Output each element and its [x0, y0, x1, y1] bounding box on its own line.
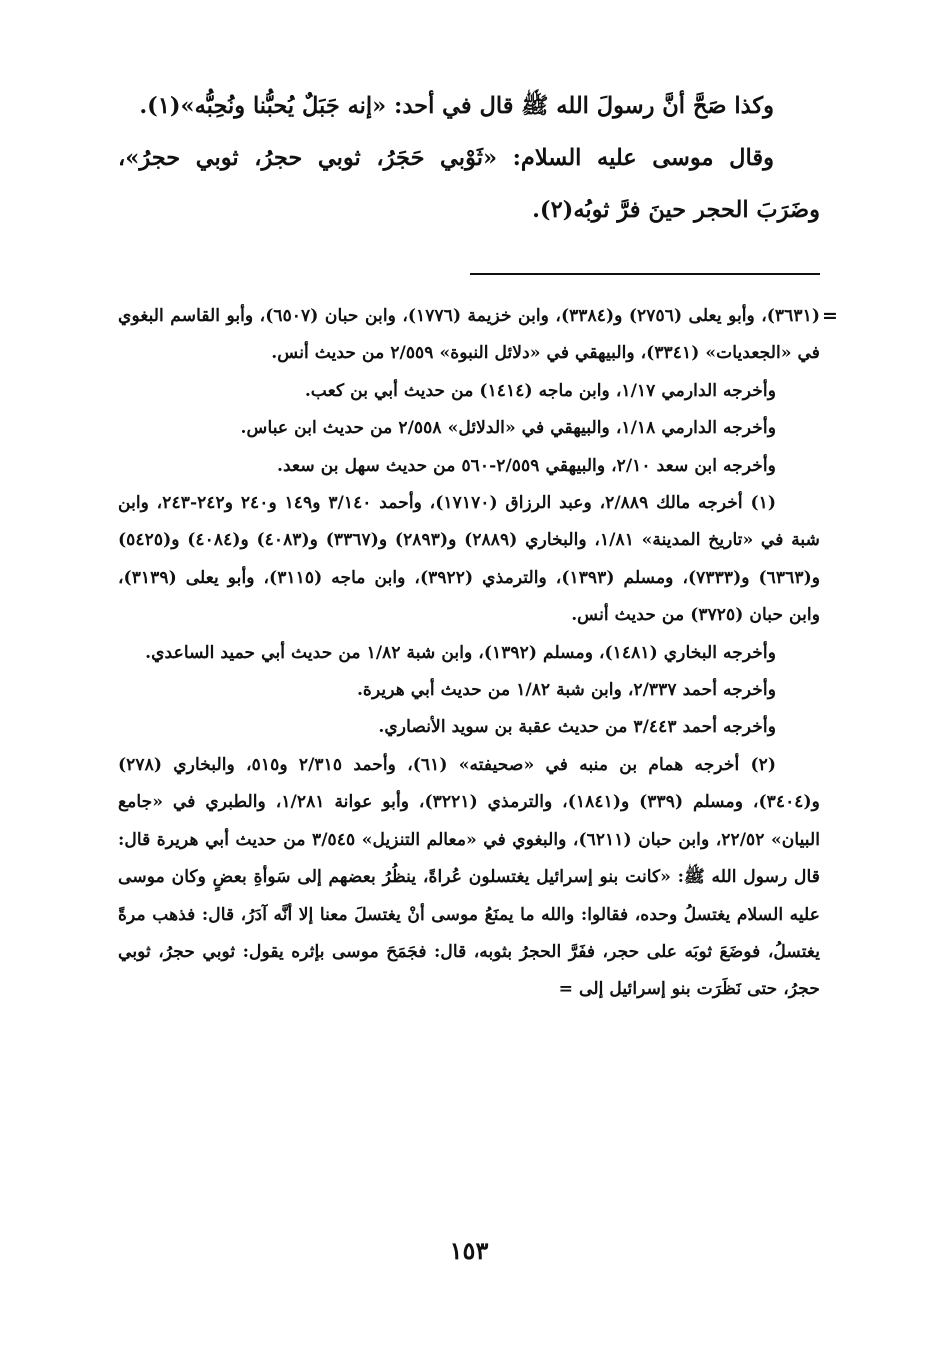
footnotes: [118, 298, 820, 1009]
footnote-divider: [470, 273, 820, 275]
footnote-paragraph: وأخرجه أحمد ٢/٣٣٧، وابن شبة ١/٨٢ من حديث أبي هريرة.: [356, 680, 776, 701]
footnote-paragraph: وأخرجه البخاري (١٤٨١)، ومسلم (١٣٩٢)، وابن شبة ١/٨٢ من حديث أبي حميد الساعدي.: [145, 642, 776, 663]
footnote-paragraph: وأخرجه أحمد ٣/٤٤٣ من حديث عقبة بن سويد الأنصاري.: [378, 717, 776, 738]
footnote-1: (١) أخرجه مالك ٢/٨٨٩، وعبد الرزاق (١٧١٧٠)، وأحمد ٣/١٤٠ و١٤٩ و٢٤٠ و٢٤٢-٢٤٣، وابن شبة في «تاريخ المدينة» ١/٨١، والبخاري (٢٨٨٩) و(٢٨٩٣) و(٣٣٦٧) و(٤٠٨٣) و(٤٠٨٤) و(٥٤٢٥) و(٦٣٦٣) و(٧٣٣٣)، ومسلم (١٣٩٣)، والترمذي (٣٩٢٢)، وابن ماجه (٣١١٥)، وأبو يعلى (٣١٣٩)، وابن حبان (٣٧٢٥) من حديث أنس.: [118, 493, 820, 626]
main-text: [118, 80, 820, 236]
page-number: ١٥٣: [449, 1236, 489, 1265]
main-paragraph-1: وكذا صَحَّ أنَّ رسولَ الله ﷺ قال في أحد: «إنه جَبَلٌ يُحبُّنا ونُحِبُّه»(١).: [139, 93, 774, 119]
footnote-continuation-mark: =: [822, 305, 838, 327]
footnote-2: (٢) أخرجه همام بن منبه في «صحيفته» (٦١)، وأحمد ٢/٣١٥ و٥١٥، والبخاري (٢٧٨) و(٣٤٠٤)، ومسلم (٣٣٩) و(١٨٤١)، والترمذي (٣٢٢١)، وأبو عوانة ١/٢٨١، والطبري في «جامع البيان» ٢٢/٥٢، وابن حبان (٦٢١١)، والبغوي في «معالم التنزيل» ٣/٥٤٥ من حديث أبي هريرة قال: قال رسول الله ﷺ: «كانت بنو إسرائيل يغتسلون عُراةً، ينظُرُ بعضهم إلى سَوأةِ بعضٍ وكان موسى عليه السلام يغتسلُ وحده، فقالوا: والله ما يمنَعُ موسى أنْ يغتسلَ معنا إلا أنَّه آدَرُ، قال: فذهب مرةً يغتسلُ، فوضَعَ ثوبَه على حجر، ففَرَّ الحجرُ بثوبه، قال: فجَمَحَ موسى بإثره يقول: ثوبي حجرُ، ثوبي حجرُ، حتى نَظَرَت بنو إسرائيل إلى =: [118, 754, 820, 1000]
footnote-paragraph: وأخرجه الدارمي ١/١٧، وابن ماجه (١٤١٤) من حديث أبي بن كعب.: [304, 380, 776, 401]
footnote-paragraph: وأخرجه الدارمي ١/١٨، والبيهقي في «الدلائل» ٢/٥٥٨ من حديث ابن عباس.: [240, 418, 776, 439]
footnote-paragraph: وأخرجه ابن سعد ٢/١٠، والبيهقي ٢/٥٥٩-٥٦٠ من حديث سهل بن سعد.: [277, 455, 776, 476]
main-paragraph-2: وقال موسى عليه السلام: «ثَوْبي حَجَرُ، ثوبي حجرُ، ثوبي حجرُ»، وضَرَبَ الحجر حينَ فرَّ ثوبُه(٢).: [118, 145, 820, 223]
footnote-continued-paragraph: (٣٦٣١)، وأبو يعلى (٢٧٥٦) و(٣٣٨٤)، وابن خزيمة (١٧٧٦)، وابن حبان (٦٥٠٧)، وأبو القاسم البغوي في «الجعديات» (٣٣٤١)، والبيهقي في «دلائل النبوة» ٢/٥٥٩ من حديث أنس.: [118, 306, 820, 364]
